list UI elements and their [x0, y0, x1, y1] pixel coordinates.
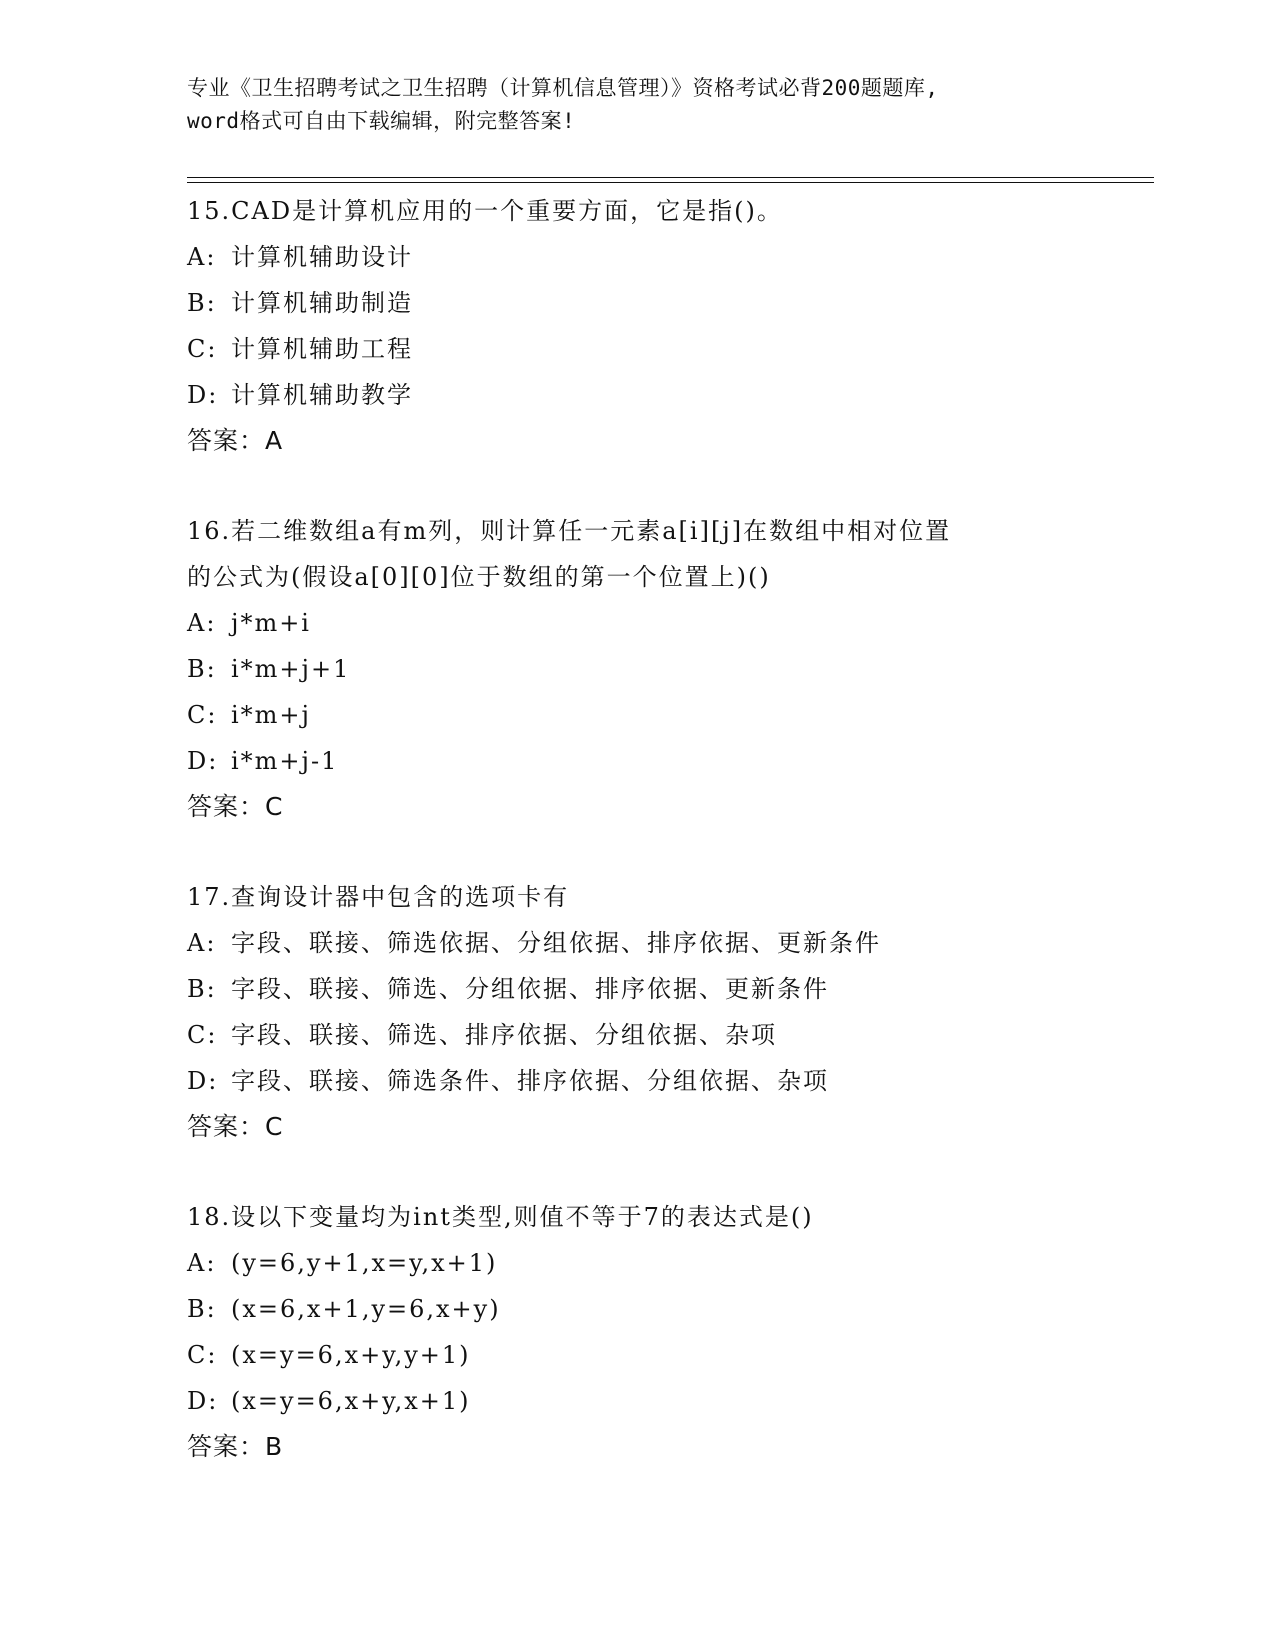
option-c [187, 1332, 1087, 1378]
option-label: A: [187, 609, 217, 637]
option-c [187, 1012, 1087, 1058]
option-a [187, 1240, 1087, 1286]
question-17 [187, 874, 1087, 1150]
option-text: i*m+j-1 [231, 747, 339, 775]
option-text: 计算机辅助设计 [231, 243, 413, 271]
option-text: 字段、联接、筛选依据、分组依据、排序依据、更新条件 [231, 929, 881, 957]
option-text: i*m+j [231, 701, 311, 729]
option-label: D: [187, 1067, 219, 1095]
option-text: (x=y=6,x+y,y+1) [231, 1341, 471, 1369]
option-label: A: [187, 243, 217, 271]
option-text: (x=y=6,x+y,x+1) [231, 1387, 471, 1415]
question-stem-continued: 的公式为(假设a[0][0]位于数组的第一个位置上)() [187, 563, 771, 591]
option-d [187, 1378, 1087, 1424]
document-header [187, 72, 1087, 138]
option-a [187, 234, 1087, 280]
answer-line: 答案：A [187, 426, 284, 455]
option-d [187, 1058, 1087, 1104]
option-label: C: [187, 1341, 218, 1369]
option-label: B: [187, 1295, 217, 1323]
question-stem: 17.查询设计器中包含的选项卡有 [187, 883, 570, 911]
question-16 [187, 508, 1087, 830]
option-text: 字段、联接、筛选条件、排序依据、分组依据、杂项 [231, 1067, 829, 1095]
option-label: A: [187, 1249, 217, 1277]
option-a [187, 600, 1087, 646]
option-text: 计算机辅助教学 [231, 381, 413, 409]
option-label: D: [187, 747, 219, 775]
option-b [187, 280, 1087, 326]
option-text: (x=6,x+1,y=6,x+y) [231, 1295, 501, 1323]
header-divider-bottom [187, 182, 1154, 183]
question-stem: 15.CAD是计算机应用的一个重要方面，它是指()。 [187, 197, 783, 225]
option-label: A: [187, 929, 217, 957]
question-stem: 18.设以下变量均为int类型,则值不等于7的表达式是() [187, 1203, 814, 1231]
option-text: 计算机辅助工程 [231, 335, 413, 363]
option-a [187, 920, 1087, 966]
header-line-2: word格式可自由下载编辑，附完整答案! [187, 109, 576, 133]
question-15 [187, 188, 1087, 464]
option-label: D: [187, 1387, 219, 1415]
option-b [187, 966, 1087, 1012]
option-label: C: [187, 335, 218, 363]
option-label: B: [187, 975, 217, 1003]
option-b [187, 646, 1087, 692]
option-text: j*m+i [231, 609, 311, 637]
option-c [187, 326, 1087, 372]
header-line-1: 专业《卫生招聘考试之卫生招聘（计算机信息管理）》资格考试必背200题题库, [187, 76, 939, 100]
header-divider-top [187, 177, 1154, 178]
answer-line: 答案：C [187, 1112, 284, 1141]
option-text: (y=6,y+1,x=y,x+1) [231, 1249, 498, 1277]
option-text: 字段、联接、筛选、分组依据、排序依据、更新条件 [231, 975, 829, 1003]
option-c [187, 692, 1087, 738]
option-d [187, 372, 1087, 418]
option-text: 计算机辅助制造 [231, 289, 413, 317]
option-b [187, 1286, 1087, 1332]
option-text: i*m+j+1 [231, 655, 351, 683]
answer-line: 答案：C [187, 792, 284, 821]
question-stem: 16.若二维数组a有m列，则计算任一元素a[i][j]在数组中相对位置 [187, 517, 952, 545]
question-18 [187, 1194, 1087, 1470]
option-d [187, 738, 1087, 784]
option-label: D: [187, 381, 219, 409]
answer-line: 答案：B [187, 1432, 284, 1461]
option-text: 字段、联接、筛选、排序依据、分组依据、杂项 [231, 1021, 777, 1049]
option-label: B: [187, 655, 217, 683]
option-label: B: [187, 289, 217, 317]
option-label: C: [187, 701, 218, 729]
option-label: C: [187, 1021, 218, 1049]
